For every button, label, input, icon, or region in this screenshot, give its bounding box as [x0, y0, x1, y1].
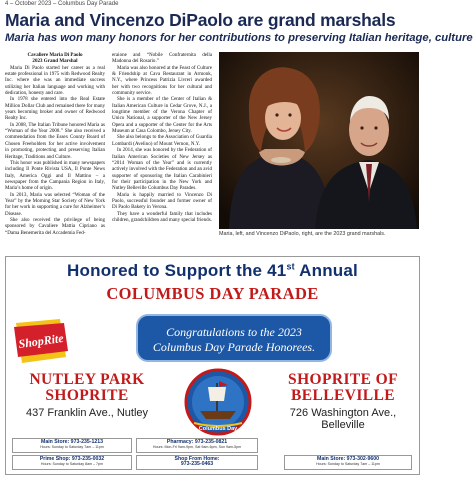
paragraph: This honor was published in many newspapers including Il Ponte Rivista USA, Il Ponte News Italy, America Oggi and Il Mattino – a newspaper from the Campania Region in Italy, Maria’s home of origin. — [5, 159, 105, 192]
logo-text: ShopRite — [17, 330, 65, 352]
banner-line-2: Columbus Day Parade Honorees. — [152, 340, 316, 354]
paragraph: In 2008, The Italian Tribune honored Maria as “Woman of the Year 2008.” She also received a commendation from the Essex County Board of Chosen Freeholders for her active involvement in promoting, protecting and preserving Italian Heritage, Traditions and Culture. — [5, 121, 105, 160]
paragraph: Maria was also honored at the Feast of Culture & Friendship at Cava Restaurant in Armonk, N.Y., where Princess Patrizia Livreri awarded her with two recognitions for her cultural and community service. — [112, 64, 212, 97]
store-name-line-1: SHOPRITE OF — [288, 371, 398, 388]
belleville-main-phone: Main Store: 973-302-9600 — [317, 456, 379, 462]
nutley-prime-shop-box — [12, 455, 132, 470]
store-address-line-2: Belleville — [321, 419, 365, 431]
paragraph: In 2013, Maria was selected “Woman of the Year” by the Morning Star Society of New York for her work in supporting a cure for Alzheimer’s Disease. — [5, 191, 105, 217]
store-address-line-1: 726 Washington Ave., — [289, 407, 397, 419]
belleville-store — [268, 372, 418, 431]
photo-illustration — [219, 52, 419, 229]
pharmacy-box — [136, 438, 258, 453]
store-name-line-2: SHOPRITE — [45, 387, 129, 404]
banner-line-1: Congratulations to the 2023 — [166, 325, 302, 339]
paragraph: She also received the privilege of being sponsored by Cavaliere Mattia Cipriano as “Dama Benemerita del Accademia Fed- — [5, 216, 105, 236]
store-address: 437 Franklin Ave., Nutley — [25, 407, 149, 419]
belleville-main-store-box — [284, 455, 412, 470]
shoprite-advertisement — [5, 256, 420, 475]
nutley-main-phone: Main Store: 973-235-1213 — [41, 439, 103, 445]
ad-title-text: Honored to Support the 41 — [67, 261, 287, 280]
pharmacy-hours: Hours: Mon-Fri 9am-9pm, Sat 9am-6pm, Sun 9am-5pm — [152, 445, 242, 449]
ship-emblem-graphic — [184, 367, 252, 437]
paragraph: She also belongs to the Association of Guardia Lombardi (Avelino) of Mount Vernon, N.Y. — [112, 134, 212, 147]
grand-marshals-photo — [219, 52, 419, 229]
emblem-text: Columbus Day — [198, 426, 238, 432]
paragraph: eraione and “Nobile Confraternita della Madonna del Rosario.” — [112, 52, 212, 65]
congratulations-banner — [136, 314, 332, 362]
nutley-main-hours: Hours: Sunday to Saturday 7am – 11pm — [40, 445, 104, 449]
ad-title — [6, 261, 419, 281]
shop-from-home-label: Shop From Home: — [174, 456, 220, 462]
article-subhead: Maria has won many honors for her contributions to preserving Italian heritage, culture — [5, 32, 473, 44]
shoprite-logo — [10, 317, 70, 365]
ad-title-text-end: Annual — [294, 261, 358, 280]
nutley-store — [12, 372, 162, 419]
store-name-line-1: NUTLEY PARK — [29, 371, 145, 388]
prime-shop-hours: Hours: Sunday to Saturday 8am – 7pm — [40, 462, 104, 466]
shop-from-home-phone: 973-235-0463 — [180, 461, 214, 467]
paragraph: Maria is happily married to Vincenzo Di Paolo, successful founder and former owner of Di Paolo Bakery in Verona. — [112, 191, 212, 211]
paragraph: In 1978 she entered into the Real Estate Million Dollar Club and remained there for many years becoming broker and owner of Redwood Realty Inc. — [5, 96, 105, 122]
columbus-ship-emblem — [184, 367, 252, 437]
prime-shop-phone: Prime Shop: 973-235-0032 — [39, 456, 105, 462]
byline-title: 2023 Grand Marshal — [32, 58, 78, 65]
pharmacy-phone: Pharmacy: 973-235-0821 — [166, 439, 228, 445]
ad-subtitle: COLUMBUS DAY PARADE — [106, 284, 319, 303]
article-column-2 — [112, 52, 212, 223]
shop-from-home-box — [136, 455, 258, 470]
shoprite-logo-graphic — [10, 317, 70, 365]
page-folio: 4 – October 2023 – Columbus Day Parade — [5, 1, 119, 7]
paragraph: In 2014, she was honored by the Federation of Italian American Societies of New Jersey as “2014 Woman of the Year” and is currently actively involved with the Federation and an avid supporter of sponsoring the Italian Carabinieri for their participation in the New York and Nutley Belleville Columbus Day Parades. — [112, 147, 212, 192]
belleville-main-hours: Hours: Sunday to Saturday 7am – 11pm — [316, 462, 380, 466]
nutley-main-store-box — [12, 438, 132, 453]
byline-name: Cavaliere Maria Di Paolo — [27, 52, 83, 58]
article-headline: Maria and Vincenzo DiPaolo are grand marshals — [5, 10, 396, 30]
store-name-line-2: BELLEVILLE — [291, 387, 395, 404]
article-column-1 — [5, 52, 105, 236]
paragraph: They have a wonderful family that includes children, grandchildren and many special friends. — [112, 210, 212, 223]
paragraph: She is a member of the Center of Italian & Italian American Culture in Cedar Grove, N.J., a longtime member of the Verona Chapter of Unico National, a supporter of the New Jersey Opera and a supporter of the Center for the Arts Museum at Casa Colombo, Jersey City. — [112, 96, 212, 135]
paragraph: Maria Di Paolo started her career as a real estate professional in 1975 with Redwood Realty Inc. where she was an immediate success utilizing her Italian language and working with dedication, honesty and care. — [5, 64, 105, 97]
photo-caption: Maria, left, and Vincenzo DiPaolo, right, are the 2023 grand marshals. — [219, 231, 386, 237]
ad-title-ordinal: st — [286, 261, 295, 272]
